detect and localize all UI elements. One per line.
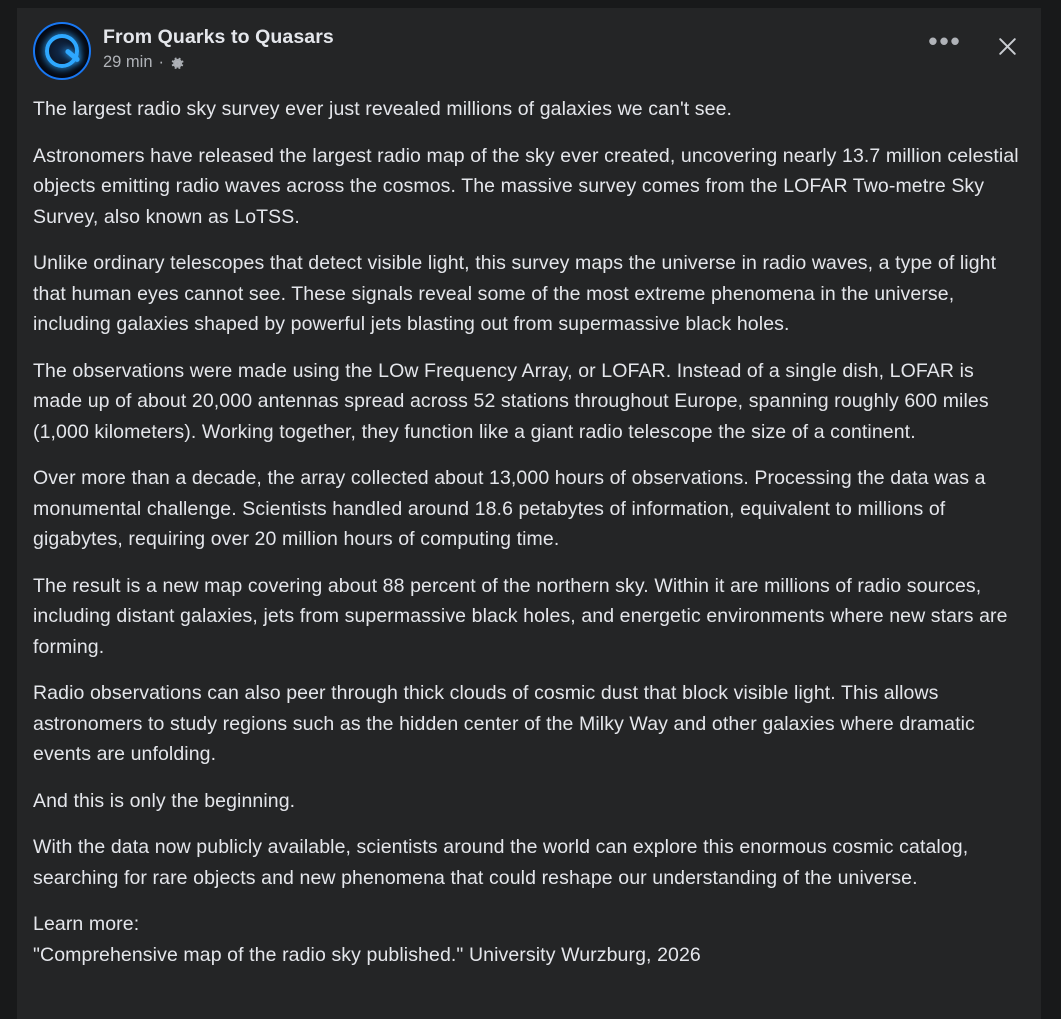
post-paragraph: Radio observations can also peer through thick clouds of cosmic dust that block visible light. This allows astronomers to study regions such as the hidden center of the Milky Way and other galaxies where dramatic events are unfolding. <box>33 682 975 765</box>
post-header-actions <box>927 28 1025 64</box>
citation-text: "Comprehensive map of the radio sky published." University Wurzburg, 2026 <box>33 943 701 966</box>
post-paragraph: With the data now publicly available, scientists around the world can explore this enormous cosmic catalog, searching for rare objects and new phenomena that could reshape our understanding of the universe. <box>33 836 969 889</box>
post-paragraph: Unlike ordinary telescopes that detect visible light, this survey maps the universe in radio waves, a type of light that human eyes cannot see. These signals reveal some of the most extreme phenomena in the universe, including galaxies shaped by powerful jets blasting out from supermassive black holes. <box>33 252 997 335</box>
post-body <box>33 94 1025 970</box>
post-paragraph: Astronomers have released the largest radio map of the sky ever created, uncovering nearly 13.7 million celestial objects emitting radio waves across the cosmos. The massive survey comes from the LOFAR Two-metre Sky Survey, also known as LoTSS. <box>33 144 1019 228</box>
meta-separator: · <box>158 53 165 71</box>
close-icon <box>995 34 1020 59</box>
avatar-ring <box>45 34 79 68</box>
gear-icon[interactable] <box>170 56 185 71</box>
post-header <box>33 22 1025 80</box>
ellipsis-icon: ••• <box>928 26 962 56</box>
post-paragraph: Over more than a decade, the array collected about 13,000 hours of observations. Processing the data was a monumental challenge. Scientists handled around 18.6 petabytes of information, equivalent to millions of gigabytes, requiring over 20 million hours of computing time. <box>33 467 986 550</box>
post-card <box>17 8 1041 1019</box>
learn-more-block <box>33 909 1025 970</box>
learn-more-label: Learn more: <box>33 913 140 935</box>
more-options-button[interactable] <box>927 28 963 64</box>
post-paragraph: The largest radio sky survey ever just revealed millions of galaxies we can't see. <box>33 98 733 120</box>
post-meta <box>103 52 334 72</box>
post-paragraph: The result is a new map covering about 88 percent of the northern sky. Within it are millions of radio sources, including distant galaxies, jets from supermassive black holes, and energetic environments where new stars are forming. <box>33 574 1008 658</box>
post-timestamp[interactable]: 29 min <box>103 53 153 71</box>
post-header-text <box>103 22 334 72</box>
post-paragraph: The observations were made using the LOw Frequency Array, or LOFAR. Instead of a single dish, LOFAR is made up of about 20,000 antennas spread across 52 stations throughout Europe, spanning roughly 600 miles (1,000 kilometers). Working together, they function like a giant radio telescope the size of a continent. <box>33 359 989 443</box>
page-name[interactable]: From Quarks to Quasars <box>103 26 334 48</box>
post-paragraph: And this is only the beginning. <box>33 789 296 812</box>
avatar[interactable] <box>33 22 91 80</box>
close-button[interactable] <box>989 28 1025 64</box>
